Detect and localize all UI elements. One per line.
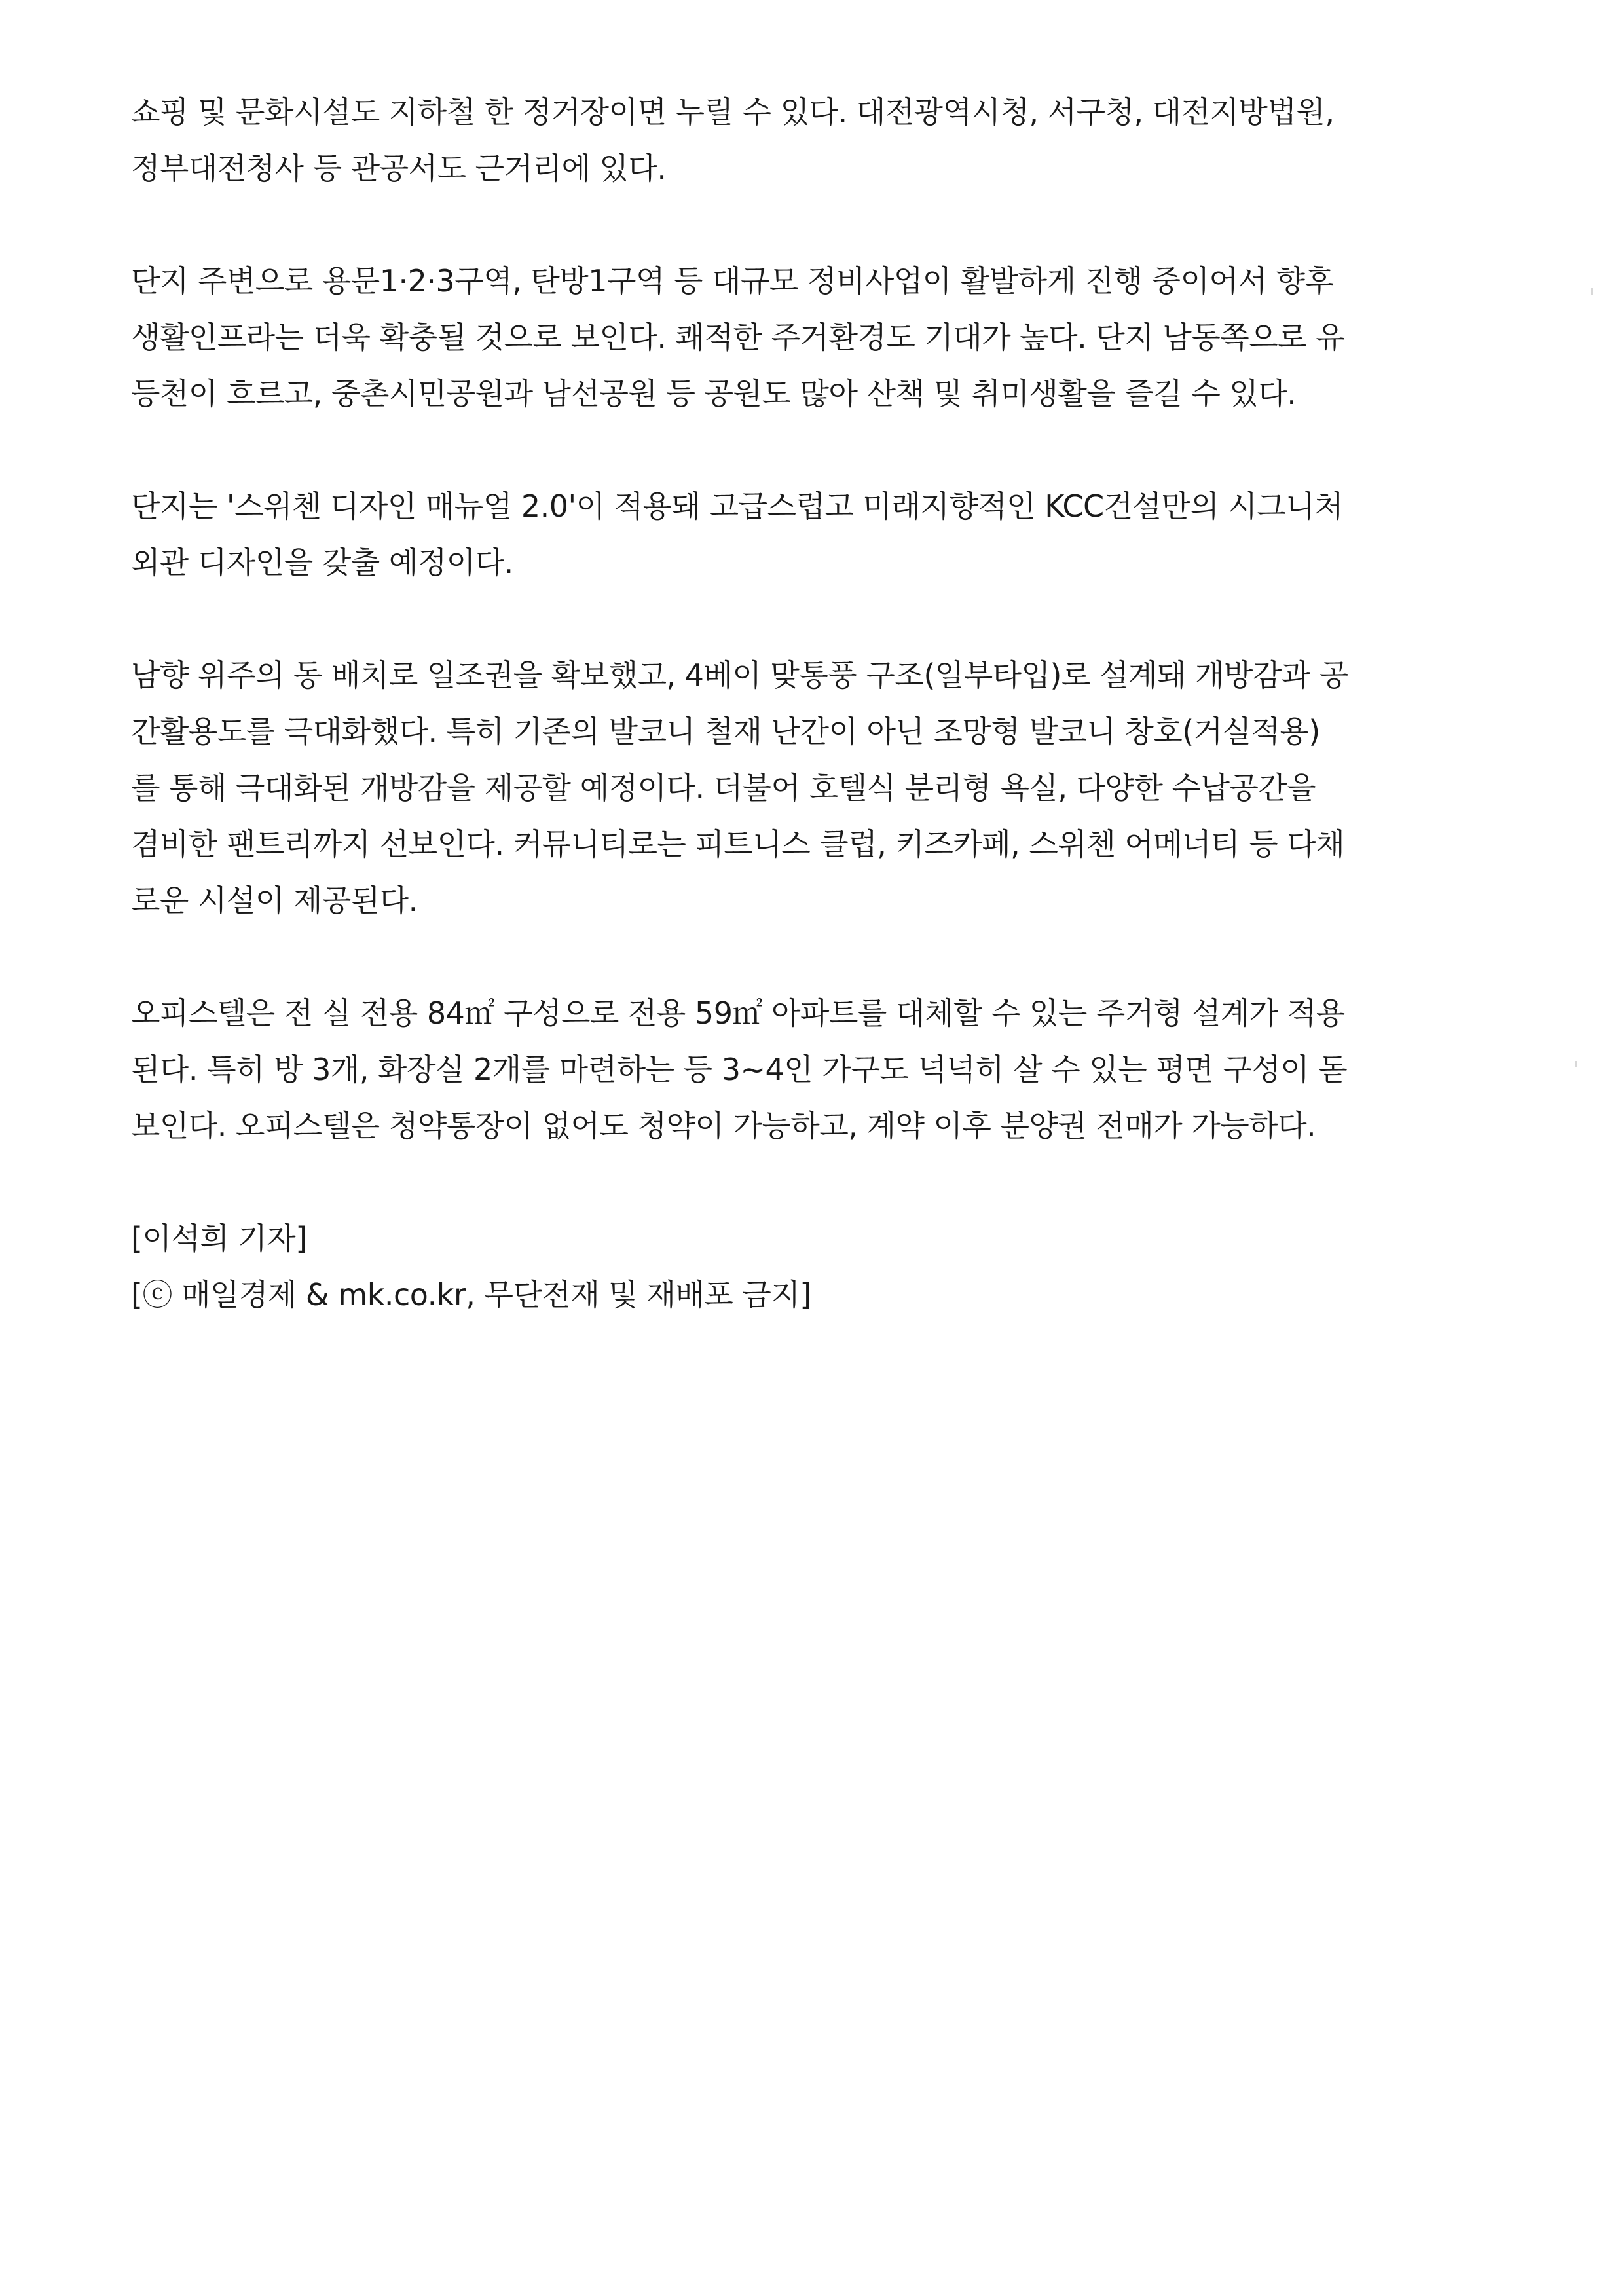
article-body [131,84,1513,1323]
paragraph-facilities: 쇼핑 및 문화시설도 지하철 한 정거장이면 누릴 수 있다. 대전광역시청, 서구청, 대전지방법원, 정부대전청사 등 관공서도 근거리에 있다. [131,94,1335,186]
reporter-byline: [이석희 기자] [131,1221,307,1256]
paragraph-surroundings: 단지 주변으로 용문1·2·3구역, 탄방1구역 등 대규모 정비사업이 활발하게 진행 중이어서 향후 생활인프라는 더욱 확충될 것으로 보인다. 쾌적한 주거환경도 기대가 높다. 단지 남동쪽으로 유 등천이 흐르고, 중촌시민공원과 남선공원 등 공원도 많아 산책 및 취미생활을 즐길 수 있다. [131,263,1345,411]
paragraph-design: 단지는 '스위첸 디자인 매뉴얼 2.0'이 적용돼 고급스럽고 미래지향적인 KCC건설만의 시그니처 외관 디자인을 갖출 예정이다. [131,489,1344,580]
paragraph-layout: 남향 위주의 동 배치로 일조권을 확보했고, 4베이 맞통풍 구조(일부타입)로 설계돼 개방감과 공 간활용도를 극대화했다. 특히 기존의 발코니 철재 난간이 아닌 조망형 발코니 창호(거실적용) 를 통해 극대화된 개방감을 제공할 예정이다. 더불어 호텔식 분리형 욕실, 다양한 수납공간을 겸비한 팬트리까지 선보인다. 커뮤니티로는 피트니스 클럽, 키즈카페, 스위첸 어메너티 등 다채 로운 시설이 제공된다. [131,657,1348,918]
scan-artifact [1575,1061,1577,1067]
scan-artifact [1591,288,1593,295]
copyright-notice: [ⓒ 매일경제 & mk.co.kr, 무단전재 및 재배포 금지] [131,1277,811,1312]
paragraph-officetel: 오피스텔은 전 실 전용 84㎡ 구성으로 전용 59㎡ 아파트를 대체할 수 있는 주거형 설계가 적용 된다. 특히 방 3개, 화장실 2개를 마련하는 등 3~4인 가구도 넉넉히 살 수 있는 평면 구성이 돋 보인다. 오피스텔은 청약통장이 없어도 청약이 가능하고, 계약 이후 분양권 전매가 가능하다. [131,995,1348,1143]
